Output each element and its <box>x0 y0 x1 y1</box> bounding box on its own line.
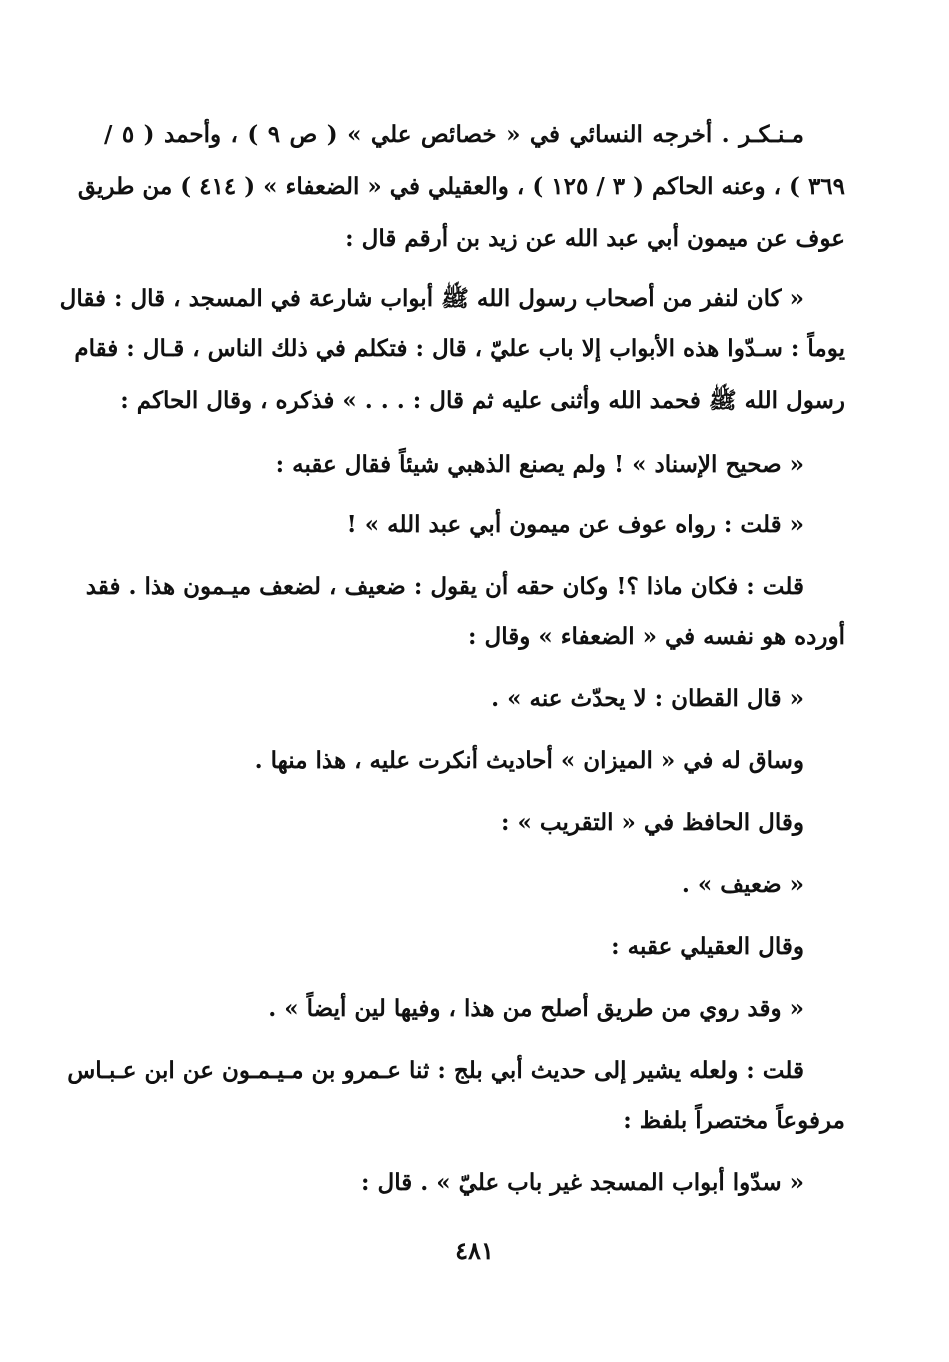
text-line-7: « صحيح الإسناد » ! ولم يصنع الذهبي شيئاً فقال عقبه : <box>275 451 804 478</box>
text-line-6: رسول الله ﷺ فحمد الله وأثنى عليه ثم قال : . . . » فذكره ، وقال الحاكم : <box>120 387 845 414</box>
text-line-9: قلت : فكان ماذا ؟! وكان حقه أن يقول : ضعيف ، لضعف ميـمون هذا . فقد <box>85 573 804 600</box>
text-line-8: « قلت : رواه عوف عن ميمون أبي عبد الله » ! <box>346 511 804 538</box>
text-line-16: « وقد روي من طريق أصلح من هذا ، وفيها لين أيضاً » . <box>268 995 804 1022</box>
text-line-14: « ضعيف » . <box>681 871 804 898</box>
text-line-2: ٣٦٩ ) ، وعنه الحاكم ( ٣ / ١٢٥ ) ، والعقيلي في « الضعفاء » ( ٤١٤ ) من طريق <box>77 173 845 200</box>
text-line-17: قلت : ولعله يشير إلى حديث أبي بلج : ثنا عـمرو بن مـيـمـون عن ابن عـبـاس <box>67 1057 804 1084</box>
text-line-4: « كان لنفر من أصحاب رسول الله ﷺ أبواب شارعة في المسجد ، قال : فقال <box>59 285 804 312</box>
page-number: ٤٨١ <box>455 1236 494 1265</box>
text-line-5: يوماً : سـدّوا هذه الأبواب إلا باب عليّ ، قال : فتكلم في ذلك الناس ، قـال : فقام <box>74 335 845 362</box>
text-line-1: مـنـكـر . أخرجه النسائي في « خصائص علي » ( ص ٩ ) ، وأحمد ( ٥ / <box>104 121 804 148</box>
text-line-3: عوف عن ميمون أبي عبد الله عن زيد بن أرقم قال : <box>345 225 845 252</box>
text-line-18: مرفوعاً مختصراً بلفظ : <box>623 1107 845 1134</box>
text-line-11: « قال القطان : لا يحدّث عنه » . <box>491 685 804 712</box>
text-line-13: وقال الحافظ في « التقريب » : <box>501 809 804 836</box>
text-line-15: وقال العقيلي عقبه : <box>611 933 804 960</box>
text-line-10: أورده هو نفسه في « الضعفاء » وقال : <box>468 623 845 650</box>
text-line-19: « سدّوا أبواب المسجد غير باب عليّ » . قال : <box>361 1169 804 1196</box>
text-line-12: وساق له في « الميزان » أحاديث أنكرت عليه ، هذا منها . <box>254 747 804 774</box>
